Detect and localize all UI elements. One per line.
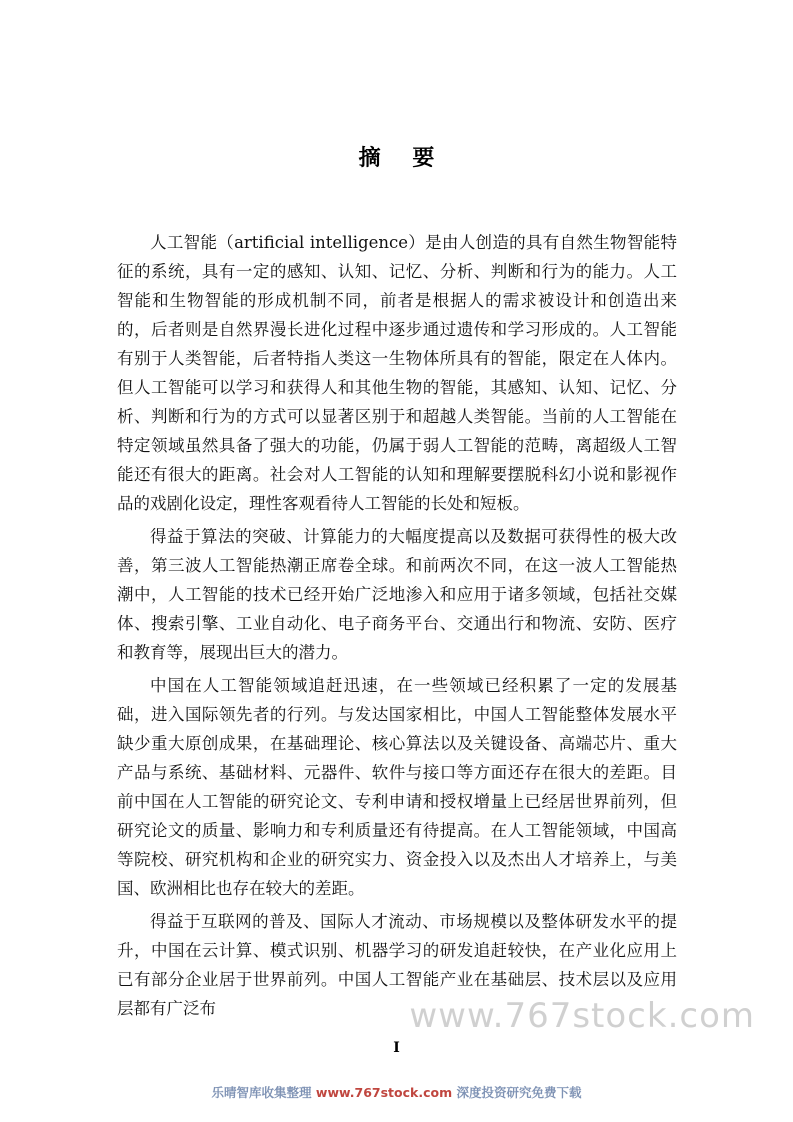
paragraph-1: 人工智能（artificial intelligence）是由人创造的具有自然生物智能特征的系统，具有一定的感知、认知、记忆、分析、判断和行为的能力。人工智能和生物智能的形成机制不同，前者是根据人的需求被设计和创造出来的，后者则是自然界漫长进化过程中逐步通过遗传和学习形成的。人工智能有别于人类智能，后者特指人类这一生物体所具有的智能，限定在人体内。但人工智能可以学习和获得人和其他生物的智能，其感知、认知、记忆、分析、判断和行为的方式可以显著区别于和超越人类智能。当前的人工智能在特定领域虽然具备了强大的功能，仍属于弱人工智能的范畴，离超级人工智能还有很大的距离。社会对人工智能的认知和理解要摆脱科幻小说和影视作品的戏剧化设定，理性客观看待人工智能的长处和短板。 (117, 233, 677, 513)
paragraph-2: 得益于算法的突破、计算能力的大幅度提高以及数据可获得性的极大改善，第三波人工智能热潮正席卷全球。和前两次不同，在这一波人工智能热潮中，人工智能的技术已经开始广泛地渗入和应用于诸多领域，包括社交媒体、搜索引擎、工业自动化、电子商务平台、交通出行和物流、安防、医疗和教育等，展现出巨大的潜力。 (117, 527, 677, 662)
watermark: www.767stock.com (409, 996, 755, 1036)
paragraph-3: 中国在人工智能领域追赶迅速，在一些领域已经积累了一定的发展基础，进入国际领先者的行列。与发达国家相比，中国人工智能整体发展水平缺少重大原创成果，在基础理论、核心算法以及关键设备、高端芯片、重大产品与系统、基础材料、元器件、软件与接口等方面还存在很大的差距。目前中国在人工智能的研究论文、专利申请和授权增量上已经居世界前列，但研究论文的质量、影响力和专利质量还有待提高。在人工智能领域，中国高等院校、研究机构和企业的研究实力、资金投入以及杰出人才培养上，与美国、欧洲相比也存在较大的差距。 (117, 676, 677, 898)
document-body (117, 228, 677, 1027)
footer-banner (0, 1083, 793, 1101)
footer-link[interactable]: www.767stock.com (315, 1085, 453, 1100)
page-number: I (393, 1040, 400, 1056)
footer-download-label: 深度投资研究免费下载 (456, 1085, 582, 1100)
page-title: 摘 要 (358, 145, 447, 171)
paragraph-4: 得益于互联网的普及、国际人才流动、市场规模以及整体研发水平的提升，中国在云计算、模式识别、机器学习的研发追赶较快，在产业化应用上已有部分企业居于世界前列。中国人工智能产业在基础层、技术层以及应用层都有广泛布 (117, 912, 677, 1018)
footer-source-label: 乐晴智库收集整理 (211, 1085, 312, 1100)
